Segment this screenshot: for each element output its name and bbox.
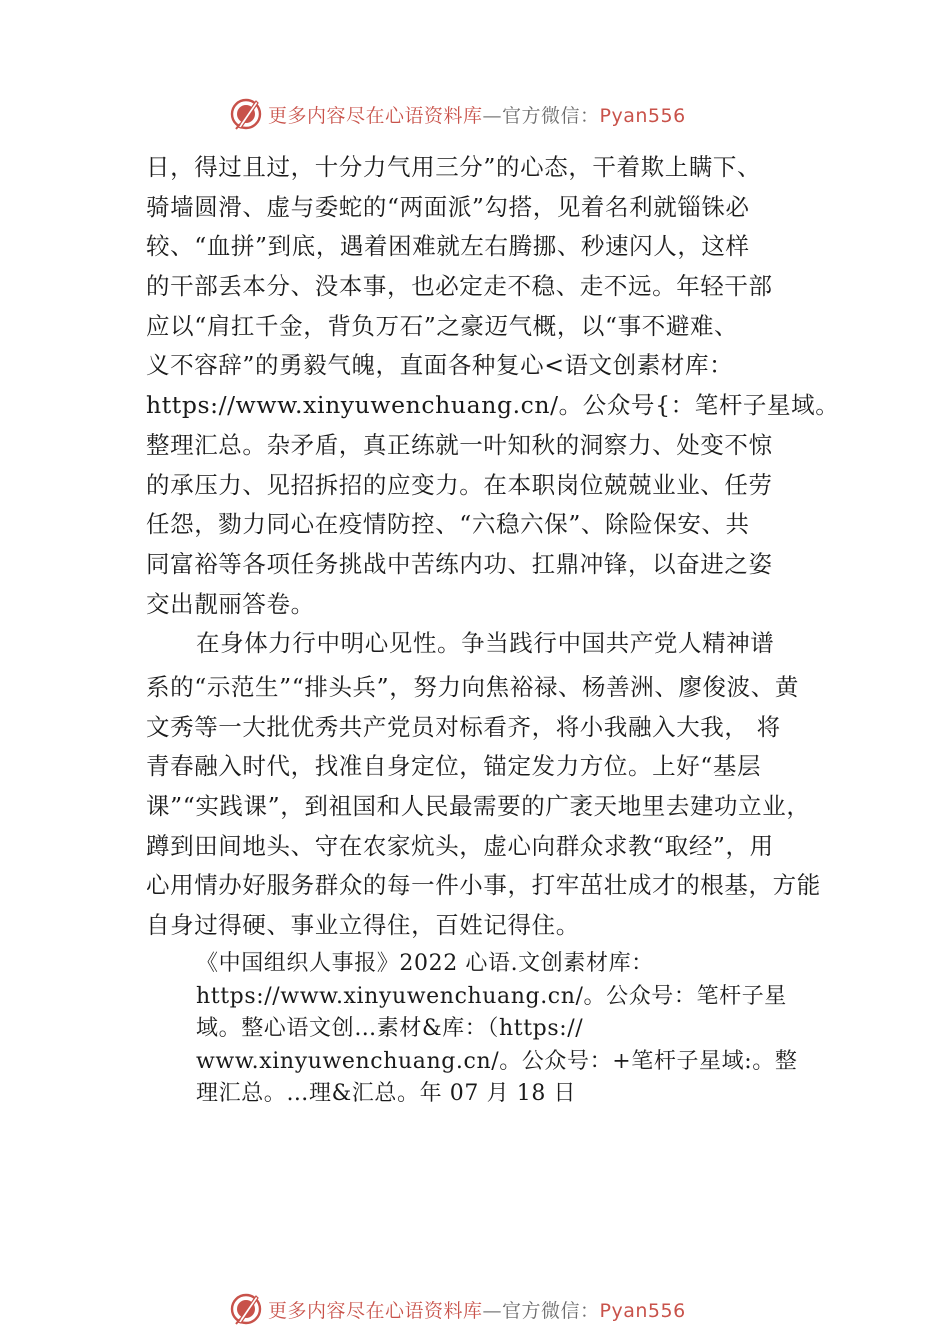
body-line: 应以“肩扛千金，背负万石”之豪迈气概，以“事不避难、	[146, 311, 739, 340]
body-line: 青春融入时代，找准自身定位，锚定发力方位。上好“基层	[146, 752, 762, 781]
body-line: 日，得过且过，十分力气用三分”的心态，干着欺上瞒下、	[146, 153, 762, 181]
quill-logo-icon	[228, 97, 264, 131]
header-banner	[228, 97, 748, 131]
body-line: 自身过得硬、事业立得住，百姓记得住。	[146, 911, 580, 940]
reference-line: https://www.xinyuwenchuang.cn/。公众号：笔杆子星	[196, 983, 787, 1009]
body-line: 系的“示范生”“排头兵”，努力向焦裕禄、杨善洲、廖俊波、黄	[146, 672, 799, 701]
reference-line: www.xinyuwenchuang.cn/。公众号：+笔杆子星域:。整	[196, 1048, 798, 1074]
body-line: 心用情办好服务群众的每一件小事，打牢茁壮成才的根基，方能	[146, 871, 821, 900]
source-reference	[196, 948, 816, 1111]
body-line: 任怨，勠力同心在疫情防控、“六稳六保”、除险保安、共	[146, 510, 750, 539]
body-line: 课”“实践课”，到祖国和人民最需要的广袤天地里去建功立业，	[146, 792, 811, 820]
body-line: 较、“血拼”到底，遇着困难就左右腾挪、秒速闪人，这样	[146, 232, 750, 261]
body-text	[146, 148, 840, 946]
header-text	[268, 101, 686, 128]
body-line: 交出靓丽答卷。	[146, 589, 315, 618]
header-wechat-id: Pyan556	[599, 104, 686, 127]
paragraph-start-line: 在身体力行中明心见性。争当践行中国共产党人精神谱	[196, 629, 775, 658]
body-line: 的干部丢本分、没本事，也必定走不稳、走不远。年轻干部	[146, 272, 773, 301]
body-line: https://www.xinyuwenchuang.cn/。公众号{：笔杆子星域。	[146, 391, 840, 420]
body-line: 文秀等一大批优秀共产党员对标看齐，将小我融入大我， 将	[146, 712, 781, 741]
footer-text	[268, 1296, 686, 1323]
body-line: 整理汇总。杂矛盾，真正练就一叶知秋的洞察力、处变不惊	[146, 430, 773, 459]
body-line: 蹲到田间地头、守在农家炕头，虚心向群众求教“取经”，用	[146, 831, 774, 860]
quill-logo-icon	[228, 1292, 264, 1326]
footer-banner	[228, 1292, 748, 1326]
body-line: 同富裕等各项任务挑战中苦练内功、扛鼎冲锋，以奋进之姿	[146, 549, 773, 578]
header-separator: —	[482, 104, 503, 127]
reference-line: 理汇总。…理&汇总。年 07 月 18 日	[196, 1081, 577, 1106]
reference-line: 《中国组织人事报》2022 心语.文创素材库：	[196, 951, 654, 976]
footer-brand: 更多内容尽在心语资料库	[268, 1299, 483, 1322]
reference-line: 域。整心语文创…素材&库：（https://	[196, 1016, 584, 1041]
body-line: 骑墙圆滑、虚与委蛇的“两面派”勾搭，见着名利就锱铢必	[146, 192, 750, 221]
footer-wechat-label: 官方微信：	[502, 1299, 600, 1322]
footer-separator: —	[482, 1299, 503, 1322]
header-wechat-label: 官方微信：	[502, 104, 600, 127]
footer-wechat-id: Pyan556	[599, 1299, 686, 1322]
header-brand: 更多内容尽在心语资料库	[268, 104, 483, 127]
body-line: 义不容辞”的勇毅气魄，直面各种复心<语文创素材库：	[146, 351, 734, 380]
body-line: 的承压力、见招拆招的应变力。在本职岗位兢兢业业、任劳	[146, 470, 773, 499]
